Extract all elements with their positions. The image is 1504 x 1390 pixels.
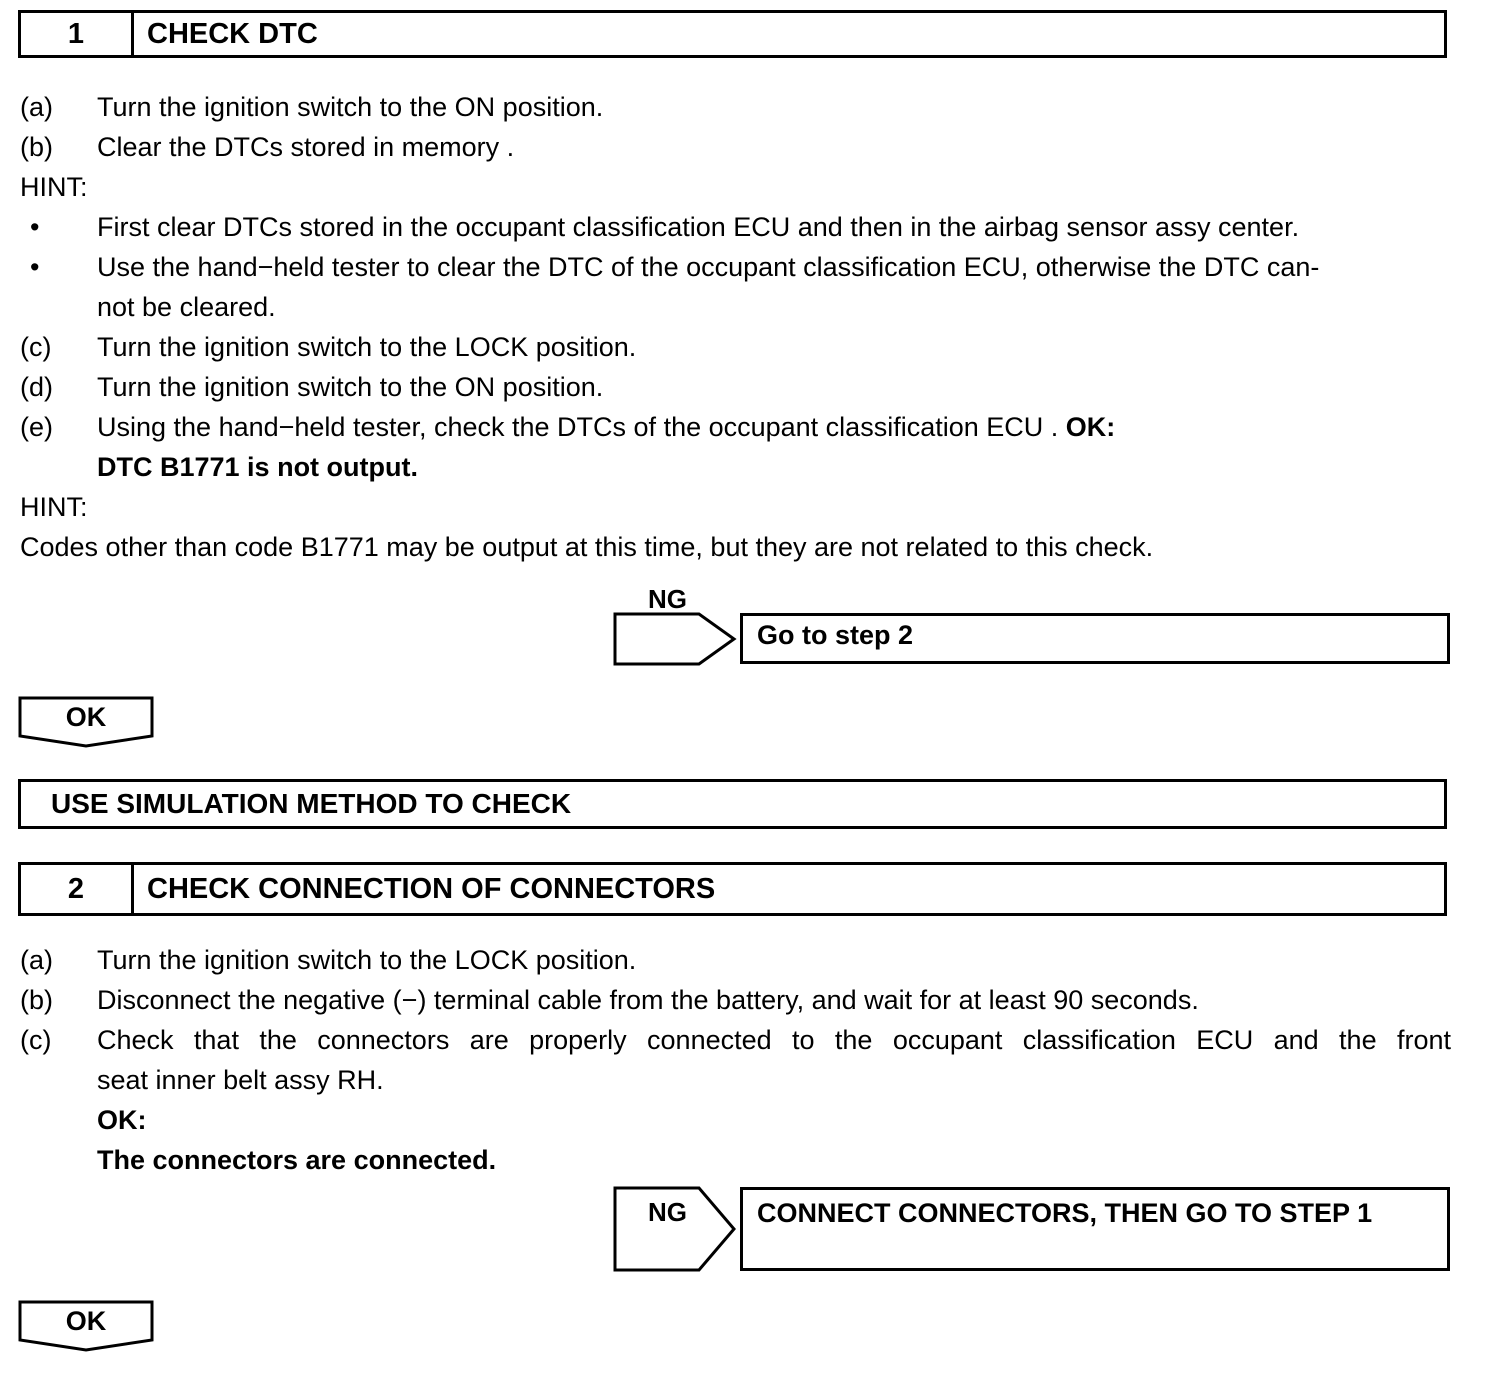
step1-bullet2-line2: not be cleared. <box>97 292 276 322</box>
step2-header <box>18 862 1447 916</box>
step1-hint2: HINT: <box>20 492 88 522</box>
step1-ok-arrow <box>18 696 154 748</box>
step2-c-text-line1: Check that the connectors are properly connected to the occupant classification ECU and the front <box>97 1025 1451 1055</box>
step2-a-label: (a) <box>20 945 53 975</box>
step1-a-label: (a) <box>20 92 53 122</box>
step1-d-label: (d) <box>20 372 53 402</box>
bullet-icon: • <box>30 212 40 242</box>
step2-ok-text: The connectors are connected. <box>97 1145 497 1175</box>
ng-arrow-icon <box>613 612 737 666</box>
step1-header <box>18 10 1447 58</box>
step2-ng-label: NG <box>648 1197 687 1227</box>
step2-c-label: (c) <box>20 1025 52 1055</box>
step1-bullet1: First clear DTCs stored in the occupant classification ECU and then in the airbag sensor assy center. <box>97 212 1300 242</box>
step1-ng-result: Go to step 2 <box>740 613 1450 664</box>
bullet-icon: • <box>30 252 40 282</box>
step2-ok: OK: <box>97 1105 147 1135</box>
step2-b-text: Disconnect the negative (−) terminal cable from the battery, and wait for at least 90 seconds. <box>97 985 1199 1015</box>
step1-number: 1 <box>21 13 134 55</box>
step1-e-ok: OK: <box>1065 412 1116 442</box>
step2-ok-label: OK <box>65 1306 107 1336</box>
step1-b-text: Clear the DTCs stored in memory . <box>97 132 515 162</box>
simulation-banner: USE SIMULATION METHOD TO CHECK <box>18 779 1447 829</box>
step2-title: CHECK CONNECTION OF CONNECTORS <box>147 872 716 905</box>
step2-a-text: Turn the ignition switch to the LOCK position. <box>97 945 637 975</box>
step1-hint1: HINT: <box>20 172 88 202</box>
step1-b-label: (b) <box>20 132 53 162</box>
step1-a-text: Turn the ignition switch to the ON position. <box>97 92 604 122</box>
step1-d-text: Turn the ignition switch to the ON position. <box>97 372 604 402</box>
step2-ok-arrow <box>18 1300 154 1352</box>
step2-b-label: (b) <box>20 985 53 1015</box>
step1-e-ok-text: DTC B1771 is not output. <box>97 452 419 482</box>
step1-c-label: (c) <box>20 332 52 362</box>
step1-bullet2-line1: Use the hand−held tester to clear the DTC of the occupant classification ECU, otherwise the DTC can- <box>97 252 1320 282</box>
step1-e-label: (e) <box>20 412 53 442</box>
step1-hint2-text: Codes other than code B1771 may be output at this time, but they are not related to this check. <box>20 532 1154 562</box>
step1-ok-label: OK <box>65 702 107 732</box>
step2-c-text-line2: seat inner belt assy RH. <box>97 1065 384 1095</box>
step1-title: CHECK DTC <box>147 17 318 50</box>
step1-e-line <box>97 412 1115 442</box>
step1-e-text: Using the hand−held tester, check the DTCs of the occupant classification ECU . <box>97 412 1059 442</box>
step2-ng-result: CONNECT CONNECTORS, THEN GO TO STEP 1 <box>740 1187 1450 1271</box>
step2-number: 2 <box>21 865 134 913</box>
step1-c-text: Turn the ignition switch to the LOCK position. <box>97 332 637 362</box>
step1-ng-label: NG <box>648 584 687 614</box>
